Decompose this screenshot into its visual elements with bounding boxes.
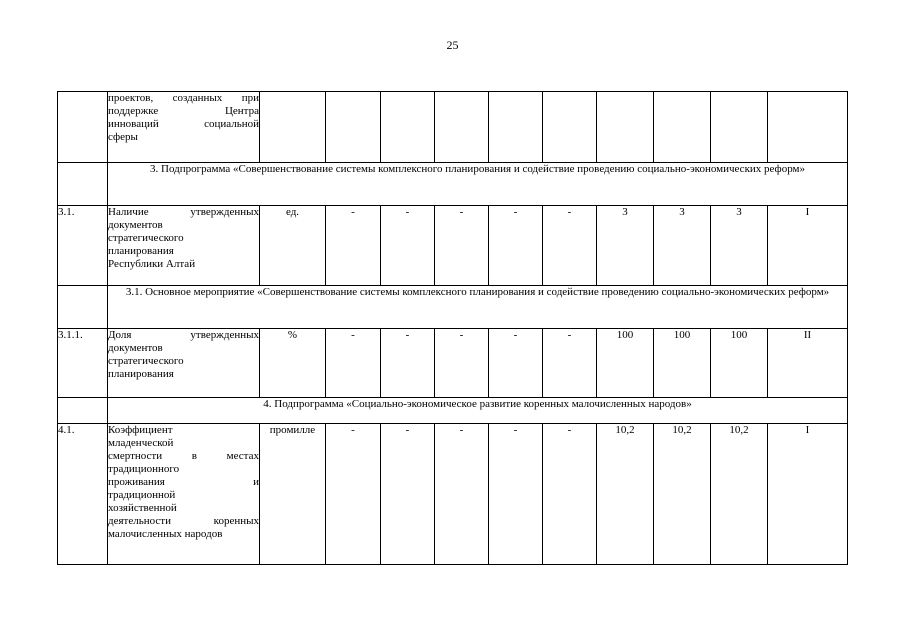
indicator-name [108, 206, 260, 286]
name-line: планирования [108, 368, 174, 380]
name-line: Коэффициент [108, 424, 173, 436]
value-cell: - [543, 329, 597, 398]
subprogram-heading: 3. Подпрограмма «Совершенствование системы комплексного планирования и содействие проведению социально-экономических реформ» [108, 163, 848, 206]
row-number: 4.1. [58, 424, 108, 565]
subprogram-heading: 4. Подпрограмма «Социально-экономическое развитие коренных малочисленных народов» [108, 398, 848, 424]
value-cell: - [381, 206, 435, 286]
name-line: стратегического [108, 355, 184, 367]
name-line: малочисленных народов [108, 528, 223, 540]
value-cell: - [435, 206, 489, 286]
unit-cell: % [260, 329, 326, 398]
priority-cell: I [768, 206, 848, 286]
value-cell [435, 92, 489, 163]
value-cell: - [326, 329, 381, 398]
value-cell: 3 [654, 206, 711, 286]
name-line: традиционной [108, 489, 176, 501]
value-cell [326, 92, 381, 163]
name-line: инноваций социальной [108, 118, 259, 130]
value-cell: 10,2 [711, 424, 768, 565]
value-cell [711, 92, 768, 163]
table-row [58, 92, 848, 163]
value-cell: - [435, 329, 489, 398]
value-cell: - [489, 329, 543, 398]
indicators-table [57, 91, 848, 565]
name-line: традиционного [108, 463, 180, 475]
name-line: поддержке Центра [108, 105, 259, 117]
name-line: документов [108, 219, 163, 231]
page-number: 25 [446, 38, 459, 52]
name-line: планирования [108, 245, 174, 257]
name-line: хозяйственной [108, 502, 177, 514]
name-line: деятельности коренных [108, 515, 259, 527]
name-line: Наличие утвержденных [108, 206, 259, 218]
value-cell: - [543, 424, 597, 565]
value-cell: - [489, 424, 543, 565]
row-number: 3.1.1. [58, 329, 108, 398]
value-cell: - [326, 206, 381, 286]
name-line: Доля утвержденных [108, 329, 259, 341]
value-cell: - [326, 424, 381, 565]
table-row [58, 329, 848, 398]
priority-cell: II [768, 329, 848, 398]
value-cell: 100 [597, 329, 654, 398]
value-cell: - [489, 206, 543, 286]
name-line: сферы [108, 131, 138, 143]
unit-cell: промилле [260, 424, 326, 565]
main-activity-heading: 3.1. Основное мероприятие «Совершенствование системы комплексного планирования и содействие проведению социально-экономических реформ» [108, 286, 848, 329]
value-cell: 10,2 [654, 424, 711, 565]
unit-cell: ед. [260, 206, 326, 286]
value-cell: - [381, 424, 435, 565]
name-line: стратегического [108, 232, 184, 244]
section-heading-row [58, 286, 848, 329]
value-cell [489, 92, 543, 163]
empty-cell [58, 163, 108, 206]
value-cell: 3 [711, 206, 768, 286]
value-cell: 10,2 [597, 424, 654, 565]
value-cell [381, 92, 435, 163]
name-line: младенческой [108, 437, 174, 449]
empty-cell [58, 398, 108, 424]
row-number: 3.1. [58, 206, 108, 286]
value-cell: 100 [654, 329, 711, 398]
table-row [58, 206, 848, 286]
unit-cell [260, 92, 326, 163]
value-cell: - [381, 329, 435, 398]
name-line: Республики Алтай [108, 258, 196, 270]
value-cell [597, 92, 654, 163]
value-cell: 100 [711, 329, 768, 398]
priority-cell [768, 92, 848, 163]
section-heading-row [58, 163, 848, 206]
name-line: проектов, созданных при [108, 92, 259, 104]
value-cell [543, 92, 597, 163]
value-cell [654, 92, 711, 163]
section-heading-row [58, 398, 848, 424]
indicator-name [108, 92, 260, 163]
value-cell: - [543, 206, 597, 286]
priority-cell: I [768, 424, 848, 565]
row-number [58, 92, 108, 163]
name-line: смертности в местах [108, 450, 259, 462]
value-cell: - [435, 424, 489, 565]
name-line: документов [108, 342, 163, 354]
indicator-name [108, 424, 260, 565]
value-cell: 3 [597, 206, 654, 286]
table-row [58, 424, 848, 565]
name-line: проживания и [108, 476, 259, 488]
empty-cell [58, 286, 108, 329]
indicator-name [108, 329, 260, 398]
